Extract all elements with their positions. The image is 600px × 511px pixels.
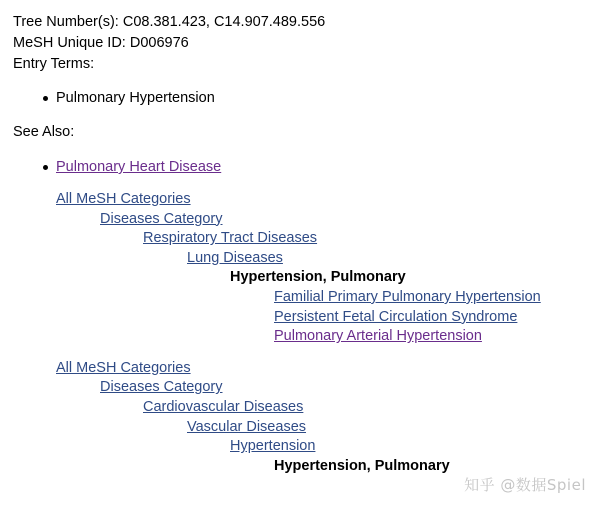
mesh-tree-cardiovascular [13, 359, 593, 477]
tree-link-all-mesh-categories[interactable]: All MeSH Categories [56, 191, 191, 207]
tree-link-pulmonary-arterial-hypertension[interactable]: Pulmonary Arterial Hypertension [274, 328, 482, 345]
tree-link-all-mesh-categories[interactable]: All MeSH Categories [56, 359, 191, 376]
tree-node [13, 359, 593, 379]
tree-node [13, 437, 593, 457]
tree-link-diseases-category[interactable]: Diseases Category [100, 379, 223, 396]
tree-link-respiratory-tract-diseases[interactable]: Respiratory Tract Diseases [143, 230, 318, 247]
tree-link-hypertension[interactable]: Hypertension [230, 438, 316, 455]
tree-link-diseases-category[interactable]: Diseases Category [100, 210, 223, 227]
tree-current-term: Hypertension, Pulmonary [230, 269, 406, 286]
entry-terms-label: Entry Terms: [13, 56, 95, 72]
see-also-label: See Also: [13, 124, 75, 140]
see-also-list [13, 157, 593, 178]
tree-node [13, 418, 593, 438]
tree-node [13, 190, 593, 210]
unique-id-value: D006976 [129, 35, 189, 51]
zhihu-watermark: 知乎 @数据Spiel [464, 476, 586, 494]
tree-link-persistent-fetal-circulation-syndrome[interactable]: Persistent Fetal Circulation Syndrome [274, 308, 518, 325]
mesh-record-page [13, 12, 593, 476]
entry-terms-list [13, 88, 593, 109]
tree-link-lung-diseases[interactable]: Lung Diseases [187, 249, 283, 266]
tree-link-cardiovascular-diseases[interactable]: Cardiovascular Diseases [143, 398, 304, 415]
tree-node [13, 327, 593, 347]
tree-node [13, 288, 593, 308]
tree-node [13, 378, 593, 398]
unique-id-line [13, 33, 593, 54]
tree-node [13, 398, 593, 418]
tree-node [13, 268, 593, 288]
see-also-link[interactable]: Pulmonary Heart Disease [56, 159, 222, 175]
entry-term-text: Pulmonary Hypertension [56, 90, 215, 106]
unique-id-label: MeSH Unique ID: [13, 35, 126, 51]
tree-node [13, 308, 593, 328]
mesh-tree-respiratory [13, 190, 593, 347]
tree-node [13, 210, 593, 230]
tree-numbers-line [13, 12, 593, 33]
see-also-item [13, 157, 593, 178]
tree-link-vascular-diseases[interactable]: Vascular Diseases [187, 418, 307, 435]
tree-current-term: Hypertension, Pulmonary [274, 457, 450, 474]
tree-node [13, 249, 593, 269]
tree-numbers-value: C08.381.423, C14.907.489.556 [122, 14, 326, 30]
tree-numbers-label: Tree Number(s): [13, 14, 119, 30]
tree-node [13, 229, 593, 249]
entry-term-item [13, 88, 593, 109]
tree-link-familial-primary-pulmonary-hypertension[interactable]: Familial Primary Pulmonary Hypertension [274, 288, 541, 305]
